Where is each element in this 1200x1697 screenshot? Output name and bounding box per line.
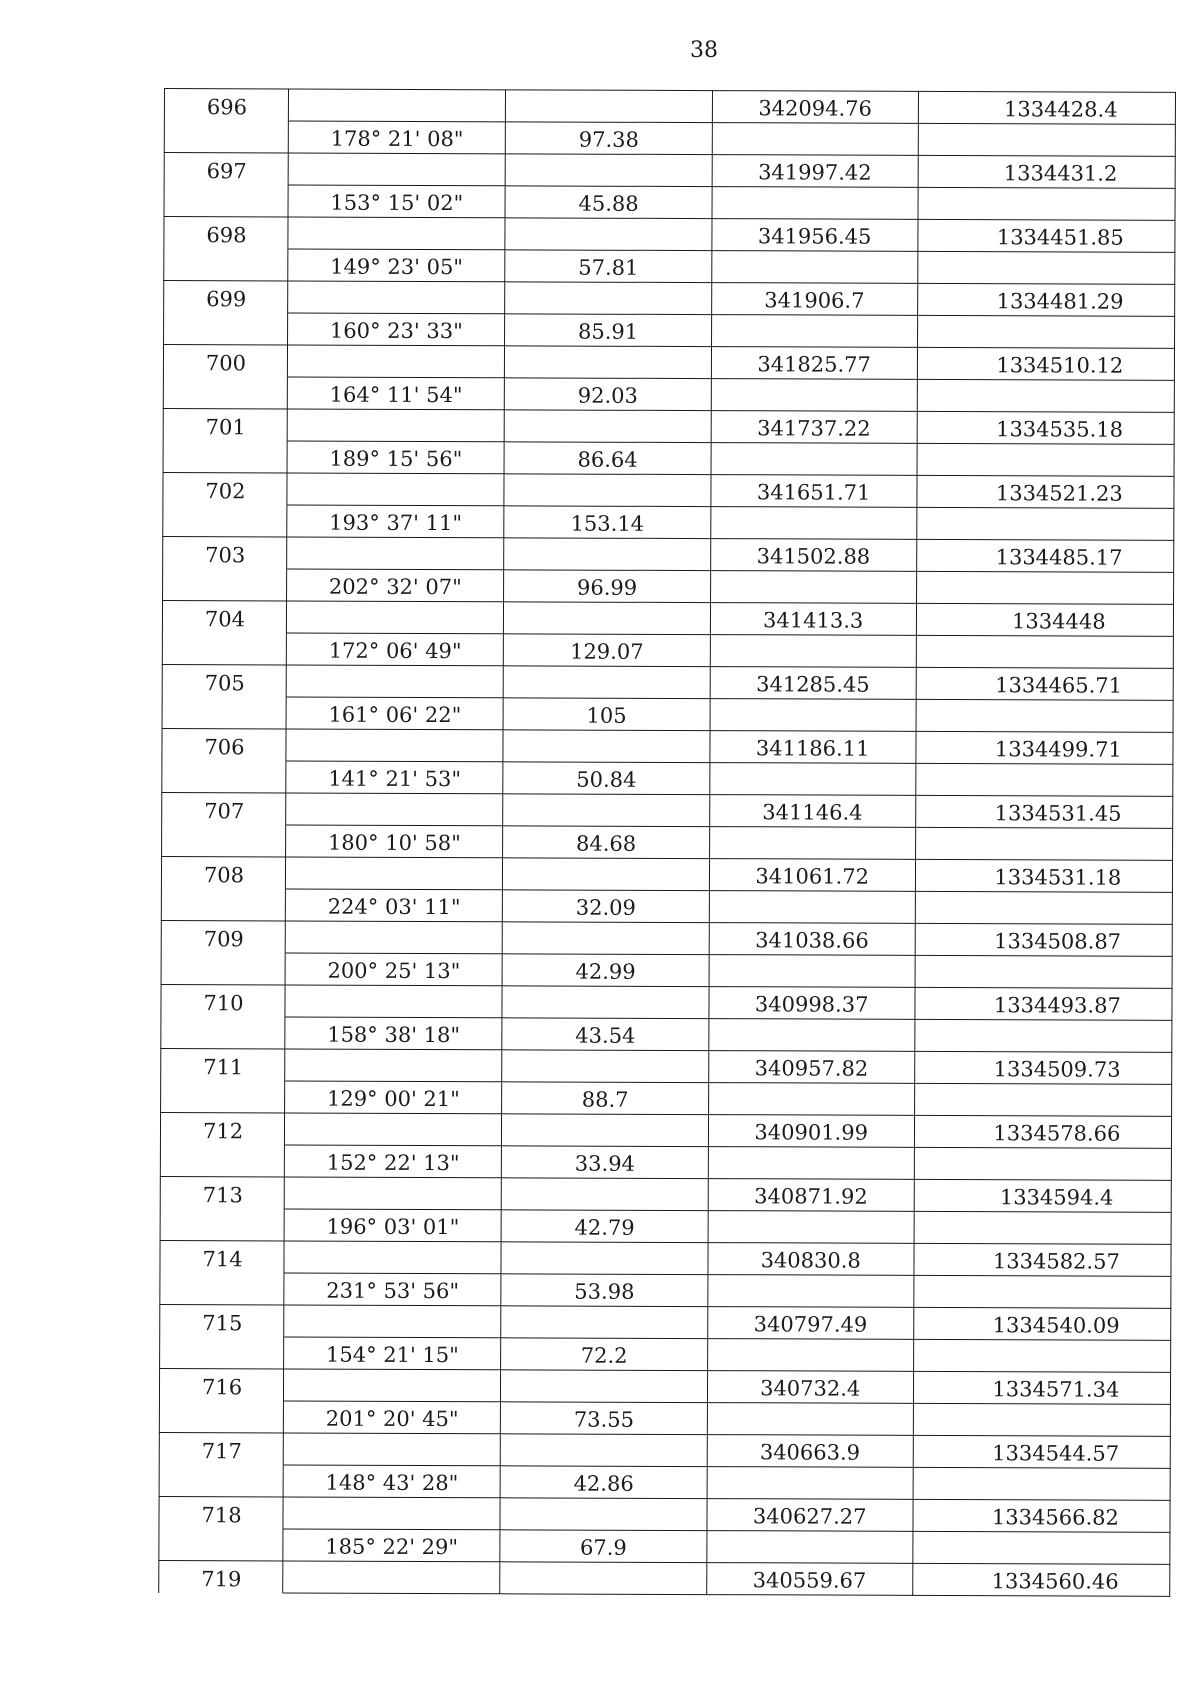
point-id-cell: 714 — [160, 1240, 284, 1272]
bearing-cell: 158° 38' 18" — [285, 1017, 502, 1050]
distance-cell — [502, 1050, 708, 1083]
bearing-cell: 202° 32' 07" — [287, 569, 504, 602]
segment-row — [163, 376, 1174, 412]
northing-cell — [918, 187, 1175, 220]
easting-cell — [708, 1147, 914, 1180]
point-id-cell — [163, 440, 287, 472]
point-id-cell: 711 — [161, 1048, 285, 1080]
point-id-cell: 702 — [163, 472, 287, 504]
point-id-cell — [161, 1080, 285, 1112]
easting-cell: 340797.49 — [707, 1307, 913, 1340]
easting-cell — [708, 1083, 914, 1116]
bearing-cell — [285, 921, 502, 954]
easting-cell: 342094.76 — [712, 91, 918, 124]
easting-cell — [710, 571, 916, 604]
easting-cell — [711, 443, 917, 476]
point-row — [160, 1240, 1171, 1276]
northing-cell: 1334499.71 — [916, 731, 1173, 764]
bearing-cell: 164° 11' 54" — [287, 377, 504, 410]
distance-cell: 88.7 — [502, 1082, 708, 1115]
point-id-cell — [163, 568, 287, 600]
bearing-cell — [289, 89, 506, 122]
bearing-cell: 153° 15' 02" — [288, 185, 505, 218]
easting-cell — [712, 187, 918, 220]
northing-cell — [913, 1467, 1170, 1500]
easting-cell — [707, 1339, 913, 1372]
easting-cell — [711, 379, 917, 412]
distance-cell: 129.07 — [504, 634, 710, 667]
point-row — [160, 1112, 1171, 1148]
point-id-cell: 698 — [164, 217, 288, 249]
point-id-cell — [160, 1208, 284, 1240]
segment-row — [161, 1080, 1172, 1116]
segment-row — [159, 1528, 1170, 1564]
easting-cell: 341956.45 — [711, 219, 917, 252]
northing-cell: 1334571.34 — [913, 1371, 1170, 1404]
segment-row — [160, 1208, 1171, 1244]
distance-cell: 97.38 — [506, 122, 712, 155]
coordinate-table — [158, 88, 1176, 1597]
northing-cell — [917, 443, 1174, 476]
point-id-cell: 701 — [163, 408, 287, 440]
segment-row — [160, 1144, 1171, 1180]
distance-cell — [503, 858, 709, 891]
northing-cell — [916, 763, 1173, 796]
easting-cell: 340732.4 — [707, 1371, 913, 1404]
point-row — [163, 536, 1174, 572]
point-id-cell: 708 — [161, 856, 285, 888]
point-id-cell — [164, 249, 288, 281]
easting-cell: 341186.11 — [710, 731, 916, 764]
northing-cell: 1334531.45 — [915, 795, 1172, 828]
northing-cell — [914, 1147, 1171, 1180]
point-id-cell — [161, 1016, 285, 1048]
point-id-cell — [163, 376, 287, 408]
point-id-cell — [162, 632, 286, 664]
distance-cell — [502, 1178, 708, 1211]
bearing-cell: 141° 21' 53" — [286, 761, 503, 794]
point-row — [164, 281, 1175, 317]
segment-row — [162, 824, 1173, 860]
distance-cell: 42.86 — [501, 1466, 707, 1499]
distance-cell: 43.54 — [502, 1018, 708, 1051]
distance-cell: 85.91 — [505, 314, 711, 347]
point-id-cell: 696 — [164, 89, 288, 121]
point-row — [162, 600, 1173, 636]
northing-cell: 1334481.29 — [917, 283, 1174, 316]
segment-row — [164, 249, 1175, 285]
distance-cell — [501, 1242, 707, 1275]
northing-cell — [918, 123, 1175, 156]
point-id-cell: 709 — [161, 920, 285, 952]
distance-cell: 86.64 — [504, 442, 710, 475]
northing-cell — [917, 315, 1174, 348]
distance-cell — [500, 1498, 706, 1531]
bearing-cell — [284, 1369, 501, 1402]
bearing-cell — [288, 153, 505, 186]
bearing-cell — [287, 601, 504, 634]
bearing-cell: 185° 22' 29" — [283, 1529, 500, 1562]
easting-cell: 341285.45 — [710, 667, 916, 700]
distance-cell: 42.99 — [502, 954, 708, 987]
distance-cell — [506, 154, 712, 187]
point-id-cell: 703 — [163, 536, 287, 568]
bearing-cell: 200° 25' 13" — [285, 953, 502, 986]
point-row — [163, 345, 1174, 381]
segment-row — [162, 696, 1173, 732]
point-row — [161, 1048, 1172, 1084]
point-id-cell: 718 — [159, 1496, 283, 1528]
bearing-cell — [286, 857, 503, 890]
distance-cell: 33.94 — [502, 1146, 708, 1179]
point-id-cell: 704 — [162, 600, 286, 632]
easting-cell — [709, 955, 915, 988]
distance-cell — [502, 1114, 708, 1147]
northing-cell: 1334594.4 — [914, 1179, 1171, 1212]
point-id-cell: 710 — [161, 984, 285, 1016]
easting-cell — [710, 635, 916, 668]
point-id-cell — [159, 1464, 283, 1496]
point-id-cell — [159, 1400, 283, 1432]
point-row — [164, 153, 1175, 189]
bearing-cell: 160° 23' 33" — [288, 313, 505, 346]
northing-cell: 1334540.09 — [913, 1307, 1170, 1340]
northing-cell — [913, 1339, 1170, 1372]
northing-cell — [915, 955, 1172, 988]
bearing-cell: 180° 10' 58" — [286, 825, 503, 858]
easting-cell: 340957.82 — [708, 1051, 914, 1084]
point-row — [164, 89, 1175, 125]
point-id-cell — [164, 185, 288, 217]
bearing-cell: 224° 03' 11" — [285, 889, 502, 922]
point-id-cell: 705 — [162, 664, 286, 696]
distance-cell — [504, 666, 710, 699]
bearing-cell — [283, 1433, 500, 1466]
northing-cell — [915, 827, 1172, 860]
easting-cell — [706, 1531, 912, 1564]
segment-row — [162, 760, 1173, 796]
point-id-cell: 712 — [160, 1112, 284, 1144]
bearing-cell — [286, 665, 503, 698]
distance-cell — [500, 1562, 706, 1595]
bearing-cell — [283, 1561, 500, 1594]
bearing-cell — [283, 1497, 500, 1530]
distance-cell: 84.68 — [503, 826, 709, 859]
easting-cell — [710, 699, 916, 732]
northing-cell: 1334582.57 — [914, 1243, 1171, 1276]
point-id-cell — [161, 952, 285, 984]
easting-cell: 341906.7 — [711, 283, 917, 316]
distance-cell: 92.03 — [505, 378, 711, 411]
northing-cell — [916, 635, 1173, 668]
northing-cell — [915, 891, 1172, 924]
easting-cell — [707, 1275, 913, 1308]
point-id-cell: 706 — [162, 728, 286, 760]
point-id-cell: 715 — [160, 1304, 284, 1336]
distance-cell — [503, 794, 709, 827]
distance-cell: 73.55 — [501, 1402, 707, 1435]
northing-cell — [914, 1083, 1171, 1116]
distance-cell — [504, 474, 710, 507]
point-id-cell — [162, 824, 286, 856]
northing-cell: 1334465.71 — [916, 667, 1173, 700]
bearing-cell: 193° 37' 11" — [287, 505, 504, 538]
bearing-cell: 172° 06' 49" — [286, 633, 503, 666]
distance-cell: 67.9 — [500, 1530, 706, 1563]
easting-cell: 340559.67 — [706, 1563, 912, 1596]
easting-cell: 340663.9 — [707, 1435, 913, 1468]
segment-row — [160, 1272, 1171, 1308]
northing-cell — [915, 1019, 1172, 1052]
segment-row — [160, 1336, 1171, 1372]
distance-cell — [505, 346, 711, 379]
segment-row — [161, 1016, 1172, 1052]
distance-cell: 53.98 — [501, 1274, 707, 1307]
easting-cell — [709, 891, 915, 924]
distance-cell — [506, 90, 712, 123]
easting-cell: 341997.42 — [712, 155, 918, 188]
distance-cell: 105 — [503, 698, 709, 731]
northing-cell: 1334566.82 — [913, 1499, 1170, 1532]
distance-cell — [505, 218, 711, 251]
easting-cell: 341825.77 — [711, 347, 917, 380]
northing-cell — [914, 1211, 1171, 1244]
easting-cell: 341651.71 — [711, 475, 917, 508]
bearing-cell — [284, 1305, 501, 1338]
point-id-cell — [164, 121, 288, 153]
distance-cell — [501, 1370, 707, 1403]
northing-cell: 1334428.4 — [918, 91, 1175, 124]
segment-row — [161, 888, 1172, 924]
segment-row — [163, 568, 1174, 604]
point-row — [162, 792, 1173, 828]
distance-cell: 45.88 — [505, 186, 711, 219]
distance-cell — [503, 730, 709, 763]
point-id-cell — [162, 696, 286, 728]
point-id-cell: 716 — [159, 1368, 283, 1400]
point-row — [162, 664, 1173, 700]
easting-cell: 341413.3 — [710, 603, 916, 636]
easting-cell: 341146.4 — [709, 795, 915, 828]
point-id-cell — [160, 1144, 284, 1176]
point-id-cell: 719 — [159, 1560, 283, 1592]
point-id-cell — [163, 504, 287, 536]
easting-cell: 340830.8 — [708, 1243, 914, 1276]
distance-cell: 50.84 — [503, 762, 709, 795]
segment-row — [164, 121, 1175, 157]
distance-cell — [501, 1434, 707, 1467]
easting-cell — [711, 315, 917, 348]
bearing-cell: 161° 06' 22" — [286, 697, 503, 730]
segment-row — [162, 632, 1173, 668]
northing-cell — [917, 379, 1174, 412]
point-id-cell — [160, 1272, 284, 1304]
bearing-cell: 189° 15' 56" — [287, 441, 504, 474]
distance-cell — [503, 922, 709, 955]
point-id-cell — [162, 760, 286, 792]
bearing-cell — [287, 537, 504, 570]
bearing-cell: 231° 53' 56" — [284, 1273, 501, 1306]
northing-cell: 1334544.57 — [913, 1435, 1170, 1468]
bearing-cell — [288, 281, 505, 314]
segment-row — [159, 1400, 1170, 1436]
point-row — [160, 1176, 1171, 1212]
bearing-cell — [286, 729, 503, 762]
distance-cell: 32.09 — [503, 890, 709, 923]
point-id-cell: 697 — [164, 153, 288, 185]
easting-cell — [711, 251, 917, 284]
bearing-cell — [287, 473, 504, 506]
point-row — [162, 728, 1173, 764]
segment-row — [164, 185, 1175, 221]
point-id-cell — [161, 888, 285, 920]
easting-cell — [708, 1211, 914, 1244]
point-row — [161, 856, 1172, 892]
point-id-cell: 699 — [164, 281, 288, 313]
distance-cell — [504, 602, 710, 635]
bearing-cell — [284, 1241, 501, 1274]
distance-cell — [504, 538, 710, 571]
northing-cell: 1334509.73 — [914, 1051, 1171, 1084]
point-row — [163, 472, 1174, 508]
easting-cell: 341502.88 — [710, 539, 916, 572]
northing-cell: 1334485.17 — [916, 539, 1173, 572]
northing-cell — [918, 251, 1175, 284]
distance-cell: 153.14 — [504, 506, 710, 539]
bearing-cell: 196° 03' 01" — [284, 1209, 501, 1242]
easting-cell — [712, 123, 918, 156]
northing-cell: 1334560.46 — [913, 1563, 1170, 1596]
bearing-cell — [285, 1113, 502, 1146]
northing-cell — [916, 571, 1173, 604]
point-row — [159, 1432, 1170, 1468]
distance-cell — [501, 1306, 707, 1339]
point-row — [159, 1496, 1170, 1532]
distance-cell — [502, 986, 708, 1019]
bearing-cell — [284, 1177, 501, 1210]
bearing-cell — [285, 1049, 502, 1082]
northing-cell — [917, 507, 1174, 540]
coordinate-table-container — [158, 88, 1176, 1597]
point-id-cell: 707 — [162, 792, 286, 824]
northing-cell: 1334578.66 — [914, 1115, 1171, 1148]
easting-cell: 340871.92 — [708, 1179, 914, 1212]
point-row — [164, 217, 1175, 253]
distance-cell: 42.79 — [501, 1210, 707, 1243]
point-row — [159, 1560, 1170, 1596]
northing-cell — [913, 1403, 1170, 1436]
bearing-cell: 129° 00' 21" — [285, 1081, 502, 1114]
easting-cell — [707, 1467, 913, 1500]
easting-cell: 340998.37 — [709, 987, 915, 1020]
page-number: 38 — [690, 38, 718, 63]
northing-cell: 1334521.23 — [917, 475, 1174, 508]
northing-cell: 1334531.18 — [915, 859, 1172, 892]
bearing-cell — [286, 793, 503, 826]
bearing-cell — [287, 409, 504, 442]
easting-cell: 341038.66 — [709, 923, 915, 956]
bearing-cell: 178° 21' 08" — [288, 121, 505, 154]
segment-row — [159, 1464, 1170, 1500]
bearing-cell: 148° 43' 28" — [283, 1465, 500, 1498]
bearing-cell: 154° 21' 15" — [284, 1337, 501, 1370]
easting-cell — [708, 1019, 914, 1052]
point-id-cell — [164, 313, 288, 345]
easting-cell: 341737.22 — [711, 411, 917, 444]
easting-cell: 340627.27 — [707, 1499, 913, 1532]
bearing-cell — [288, 217, 505, 250]
point-id-cell: 713 — [160, 1176, 284, 1208]
segment-row — [163, 504, 1174, 540]
segment-row — [163, 440, 1174, 476]
segment-row — [161, 952, 1172, 988]
point-row — [163, 408, 1174, 444]
northing-cell: 1334535.18 — [917, 411, 1174, 444]
northing-cell: 1334451.85 — [918, 219, 1175, 252]
distance-cell: 72.2 — [501, 1338, 707, 1371]
easting-cell — [709, 763, 915, 796]
distance-cell: 57.81 — [505, 250, 711, 283]
easting-cell — [710, 507, 916, 540]
bearing-cell: 149° 23' 05" — [288, 249, 505, 282]
distance-cell — [505, 410, 711, 443]
bearing-cell — [288, 345, 505, 378]
bearing-cell: 201° 20' 45" — [283, 1401, 500, 1434]
coordinate-table-body — [159, 89, 1176, 1597]
northing-cell: 1334510.12 — [917, 347, 1174, 380]
point-id-cell: 700 — [163, 345, 287, 377]
point-id-cell: 717 — [159, 1432, 283, 1464]
distance-cell: 96.99 — [504, 570, 710, 603]
easting-cell: 340901.99 — [708, 1115, 914, 1148]
distance-cell — [505, 282, 711, 315]
point-id-cell — [160, 1336, 284, 1368]
point-id-cell — [159, 1528, 283, 1560]
northing-cell — [916, 699, 1173, 732]
northing-cell — [914, 1275, 1171, 1308]
northing-cell: 1334448 — [916, 603, 1173, 636]
northing-cell — [913, 1531, 1170, 1564]
northing-cell: 1334508.87 — [915, 923, 1172, 956]
point-row — [160, 1304, 1171, 1340]
northing-cell: 1334431.2 — [918, 155, 1175, 188]
point-row — [161, 920, 1172, 956]
northing-cell: 1334493.87 — [915, 987, 1172, 1020]
bearing-cell: 152° 22' 13" — [284, 1145, 501, 1178]
easting-cell — [707, 1403, 913, 1436]
bearing-cell — [285, 985, 502, 1018]
point-row — [159, 1368, 1170, 1404]
point-row — [161, 984, 1172, 1020]
easting-cell: 341061.72 — [709, 859, 915, 892]
segment-row — [164, 313, 1175, 349]
easting-cell — [709, 827, 915, 860]
